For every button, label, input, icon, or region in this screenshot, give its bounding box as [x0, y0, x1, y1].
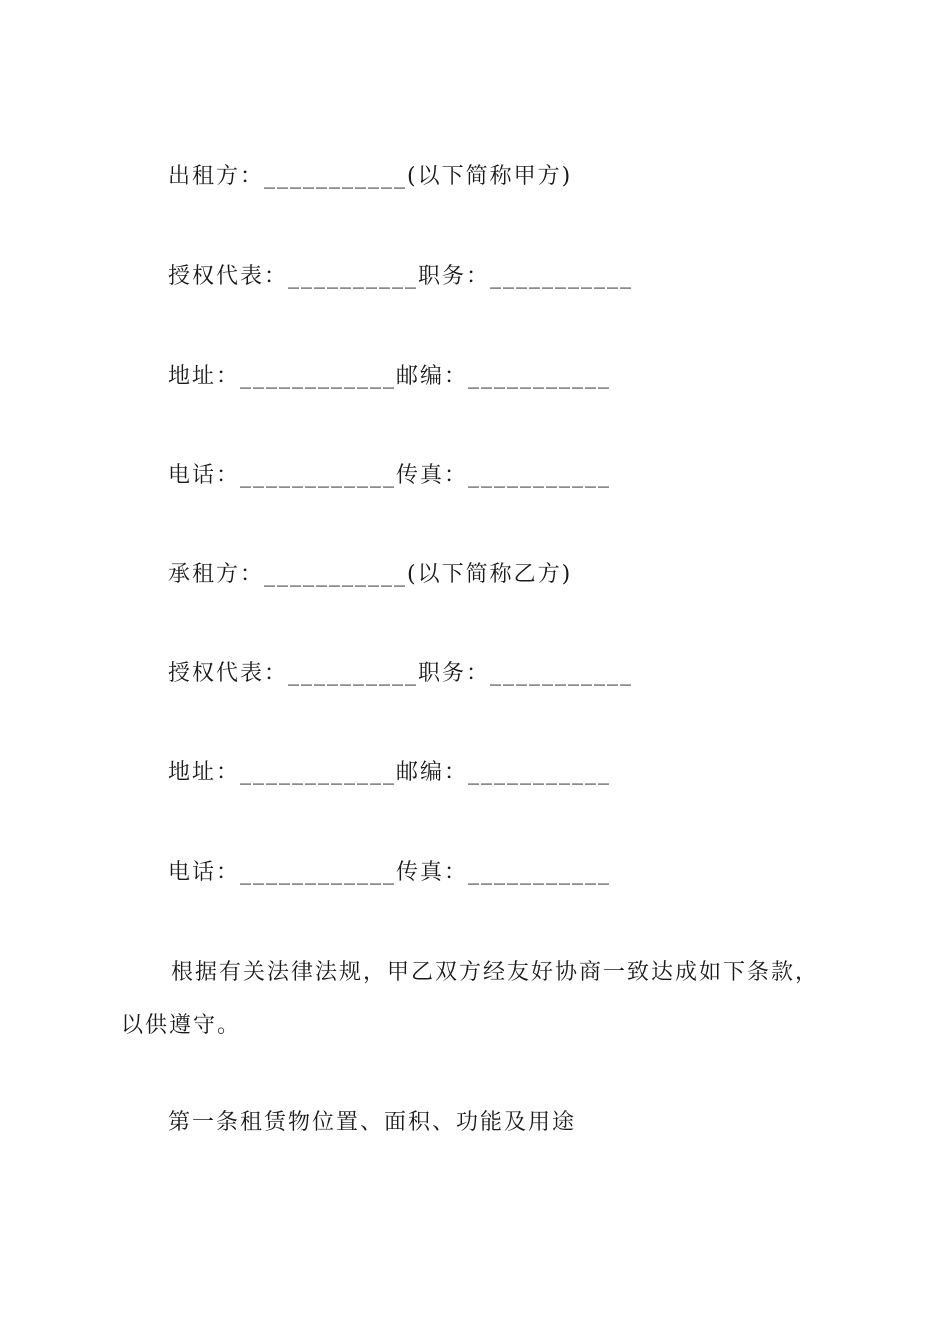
lessor-phone-line: 电话：____________传真：___________ [168, 463, 612, 488]
lessor-representative-line: 授权代表：__________职务：___________ [168, 264, 634, 289]
lessor-name-line: 出租方：___________(以下简称甲方) [168, 164, 573, 189]
intro-paragraph: 根据有关法律法规，甲乙双方经友好协商一致达成如下条款，以供遵守。 [121, 960, 820, 1038]
lessor-address-line: 地址：____________邮编：___________ [168, 364, 612, 389]
lessee-name-line: 承租方：___________(以下简称乙方) [168, 562, 573, 587]
article-1-heading: 第一条租赁物位置、面积、功能及用途 [168, 1110, 577, 1135]
lessee-phone-line: 电话：____________传真：___________ [168, 860, 612, 885]
lessee-representative-line: 授权代表：__________职务：___________ [168, 661, 634, 686]
lessee-address-line: 地址：____________邮编：___________ [168, 760, 612, 785]
